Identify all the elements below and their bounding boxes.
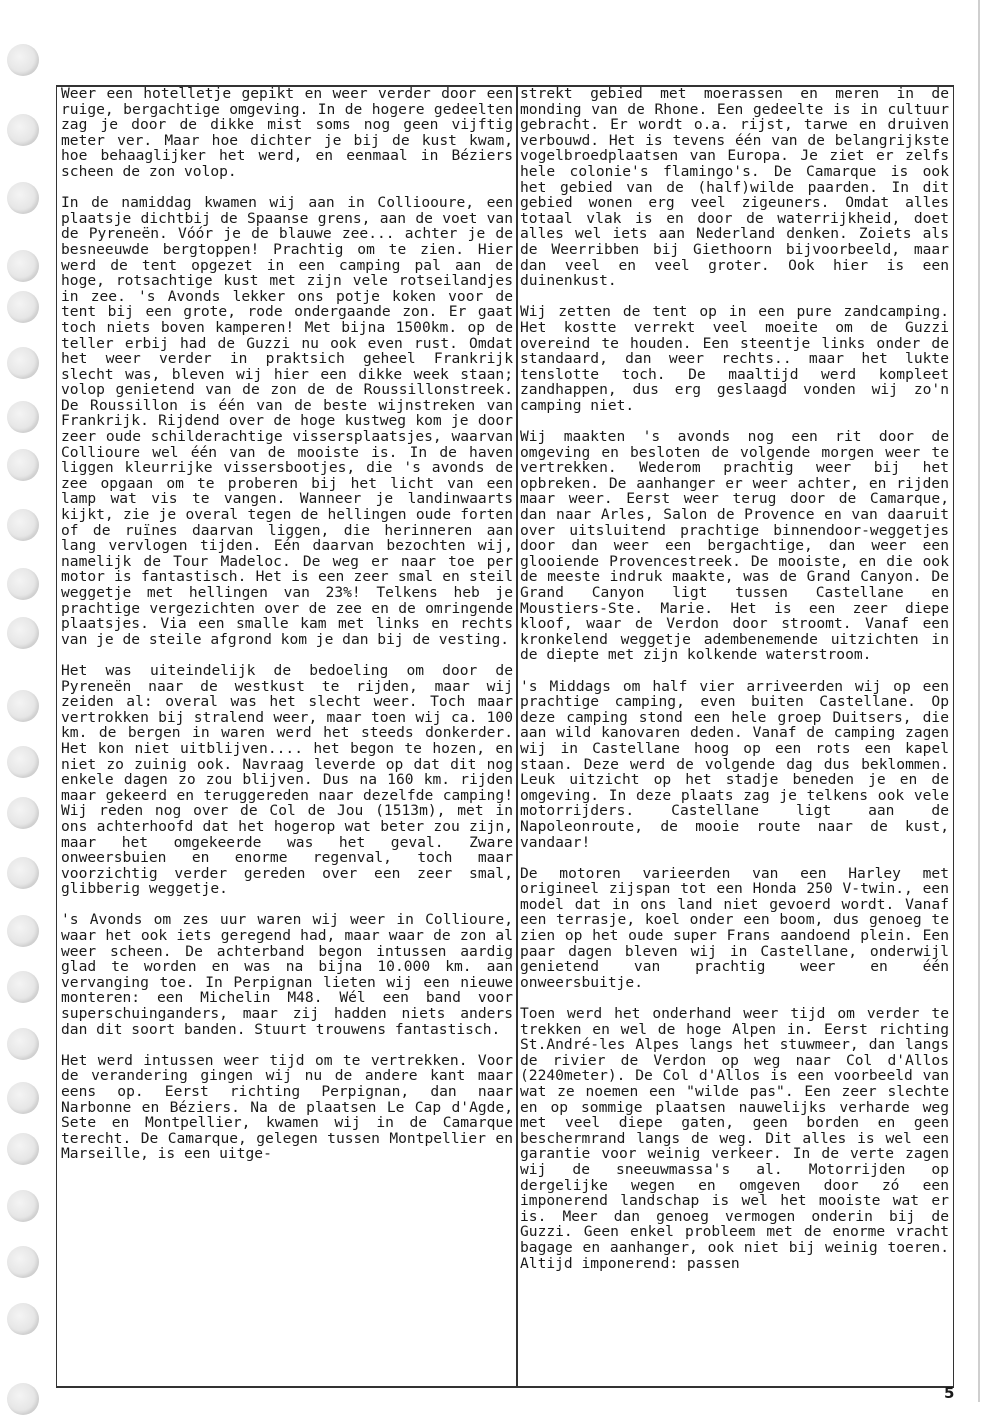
binder-hole-10 [7, 568, 39, 600]
binder-hole-6 [7, 347, 39, 379]
binder-hole-11 [7, 617, 39, 649]
binder-hole-23 [7, 1303, 39, 1335]
right-paragraph-4: 's Middags om half vier arriveerden wij op een prachtige camping, even buiten Castellane. Op deze camping stond een hele groep Duitsers, die aan wild kanovaren deden. Vanaf de camping zagen wij in Castellane hoog op een rots een kapel staan. Deze werd de volgende dag dus beklommen. Leuk uitzicht op het stadje beneden je en de omgeving. In deze plaats zag je telkens ook vele motorrijders. Castellane ligt aan de Napoleonroute, de mooie route naar de kust, vandaar! [520, 677, 949, 851]
right-paragraph-6: Toen werd het onderhand weer tijd om verder te trekken en wel de hoge Alpen in. Eerst richting St.André-les Alpes langs het stuwmeer, dan langs de rivier de Verdon op weg naar Col d'Allos (2240meter). De Col d'Allos is een voorbeeld van wat ze noemen een "wilde pas". Een zeer slechte en op sommige plaatsen nauwelijks verharde weg met veel diepe gaten, geen borden en geen beschermrand langs de weg. Dit alles is wel een garantie voor weinig verkeer. In de verte zagen wij de sneeuwmassa's al. Motorrijden op dergelijke wegen en omgeven door zó een imponerend landschap is wel het mooiste wat er is. Meer dan genoeg vermogen onderin bij de Guzzi. Geen enkel probleem met de enorme vracht bagage en aanhanger, ook niet bij weinig toeren. Altijd imponerend: passen [520, 1005, 949, 1272]
right-paragraph-1: strekt gebied met moerassen en meren in de monding van de Rhone. Een gedeelte is in cultuur gebracht. Er wordt o.a. rijst, tarwe en druiven verbouwd. Het is tevens één van de belangrijkste vogelbroedplaatsen van Europa. Je ziet er zelfs hele colonie's flamingo's. De Camarque is ook het gebied van de (half)wilde paarden. In dit gebied wonen erg veel zigeuners. Omdat alles totaal vlak is en door de waterrijkheid, doet alles wel iets aan Nederland denken. Zoiets als de Weerribben bij Giethoorn bijvoorbeeld, maar dan veel en veel groter. Ook hier is een duinenkust. [520, 85, 949, 290]
binder-hole-19 [7, 1082, 39, 1114]
column-divider [516, 85, 518, 1387]
right-paragraph-3: Wij maakten 's avonds nog een rit door de omgeving en besloten de volgende morgen weer te vertrekken. Wederom prachtig weer bij het opbreken. De aanhanger er weer achter, en rijden maar weer. Eerst weer terug door de Camarque, dan naar Arles, Salon de Provence en van daaruit over uitsluitend prachtige binnendoor-weggetjes door dan weer een bergachtige, dan weer een glooiende Provencestreek. De mooiste, en die ook de meeste indruk maakte, was de Grand Canyon. De Grand Canyon ligt tussen Castellane en Moustiers-Ste. Marie. Het is een zeer diepe kloof, waar de Verdon door stroomt. Vanaf een kronkelend weggetje adembenemende uitzichten in de diepte met zijn kolkende waterstroom. [520, 428, 949, 664]
left-paragraph-5: Het werd intussen weer tijd om te vertrekken. Voor de verandering gingen wij nu de andere kant maar eens op. Eerst richting Perpignan, dan naar Narbonne en Béziers. Na de plaatsen Le Cap d'Agde, Sete en Montpellier, kwamen wij in de Camarque terecht. De Camarque, gelegen tussen Montpellier en Marseille, is een uitge- [61, 1051, 513, 1163]
right-column [520, 86, 954, 1388]
binder-hole-15 [7, 857, 39, 889]
page-edge [978, 0, 980, 1402]
right-paragraph-5: De motoren varieerden van een Harley met origineel zijspan tot een Honda 250 V-twin., een model dat in ons land niet gevoerd wordt. Vanaf een terrasje, koel onder een boom, dus genoeg te zien op het oude super Frans aandoend plein. Een paar dagen bleven wij in Castellane, onderwijl genietend van prachtig weer en één onweersbuitje. [520, 864, 949, 991]
binder-hole-4 [7, 250, 39, 282]
binder-hole-18 [7, 1028, 39, 1060]
left-paragraph-1: Weer een hotelletje gepikt en weer verder door een ruige, bergachtige omgeving. In de hogere gedeelten zag je door de dikke mist soms nog geen vijftig meter ver. Maar hoe dichter je bij de kust kwam, hoe behaaglijker het werd, en eenmaal in Béziers scheen de zon volop. [61, 85, 513, 180]
right-paragraph-2: Wij zetten de tent op in een pure zandcamping. Het kostte verrekt veel moeite om de Guzzi overeind te houden. Een steentje links onder de standaard, dan weer rechts.. maar het lukte tenslotte toch. De maaltijd werd kompleet zandhappen, dus erg geslaagd vonden wij zo'n camping niet. [520, 303, 949, 414]
binder-hole-9 [7, 509, 39, 541]
binder-hole-17 [7, 971, 39, 1003]
binder-hole-16 [7, 915, 39, 947]
binder-hole-13 [7, 746, 39, 778]
left-paragraph-3: Het was uiteindelijk de bedoeling om door de Pyreneën naar de westkust te rijden, maar wij zeiden al: overal was het slecht weer. Toch maar vertrokken bij stralend weer, maar toen wij ca. 100 km. de bergen in waren werd het steeds donkerder. Het kon niet uitblijven.... het begon te hozen, en niet zo zuinig ook. Navraag leverde op dat dit nog enkele dagen zo zou blijven. Dus na 160 km. rijden maar gekeerd en teruggereden naar dezelfde camping! Wij reden nog over de Col de Jou (1513m), met in ons achterhoofd dat het hogerop wat beter zou zijn, maar het omgekeerde was het geval. Zware onweersbuien en enorme regenval, toch maar voorzichtig verder gereden over een zeer smal, glibberig weggetje. [61, 661, 513, 898]
page-number: 5 [944, 1384, 955, 1402]
binder-hole-5 [7, 291, 39, 323]
left-paragraph-2: In de namiddag kwamen wij aan in Colliooure, een plaatsje dichtbij de Spaanse grens, aan de voet van de Pyreneën. Vóór je de blauwe zee... achter je de besneeuwde bergtoppen! Prachtig om te zien. Hier werd de tent opgezet in een camping pal aan de hoge, rotsachtige kust met zijn vele rotseilandjes in zee. 's Avonds lekker ons potje koken voor de tent bij een grote, rode ondergaande zon. Er gaat toch niets boven kamperen! Met bijna 1500km. op de teller erbij had de Guzzi nu ook even rust. Omdat het weer verder in praktsich geheel Frankrijk slecht was, bleven wij hier een dikke week staan; volop genietend van de zon de de Roussillonstreek. De Roussillon is één van de beste wijnstreken van Frankrijk. Rijdend over de hoge kustweg kom je door zeer oude schilderachtige vissersplaatsjes, waarvan Collioure wel één van de mooiste is. In de haven liggen kleurrijke vissersbootjes, die 's avonds de zee opgaan om te proberen bij het licht van een lamp wat vis te vangen. Wanneer je landinwaarts kijkt, zie je overal tegen de hellingen oude forten of de ruïnes daarvan liggen, die herinneren aan lang vervlogen tijden. Eén daarvan bezochten wij, namelijk de Tour Madeloc. De weg er naar toe per motor is fantastisch. Het is een zeer smal en steil weggetje met hellingen van 23%! Telkens heb je prachtige vergezichten over de zee en de omringende plaatsjes. Via een smalle kam met links en rechts van je de steile afgrond kom je dan bij de vesting. [61, 194, 513, 648]
binder-hole-8 [7, 449, 39, 481]
left-paragraph-4: 's Avonds om zes uur waren wij weer in Collioure, waar het ook iets geregend had, maar waar de zon al weer scheen. De achterband begon intussen aardig glad te worden en was na bijna 10.000 km. aan vervanging toe. In Perpignan lieten wij een nieuwe monteren: een Michelin M48. Wél een band voor superschuinganders, maar zij hadden niets anders dan dit soort banden. Stuurt trouwens fantastisch. [61, 911, 513, 1038]
binder-hole-1 [7, 44, 39, 76]
binder-hole-7 [7, 401, 39, 433]
binder-hole-2 [7, 114, 39, 146]
binder-hole-12 [7, 690, 39, 722]
binder-hole-14 [7, 797, 39, 829]
binder-hole-22 [7, 1246, 39, 1278]
binder-hole-3 [7, 182, 39, 214]
left-column [56, 86, 513, 1388]
binder-hole-24 [7, 1383, 39, 1415]
binder-hole-21 [7, 1190, 39, 1222]
binder-hole-20 [7, 1133, 39, 1165]
